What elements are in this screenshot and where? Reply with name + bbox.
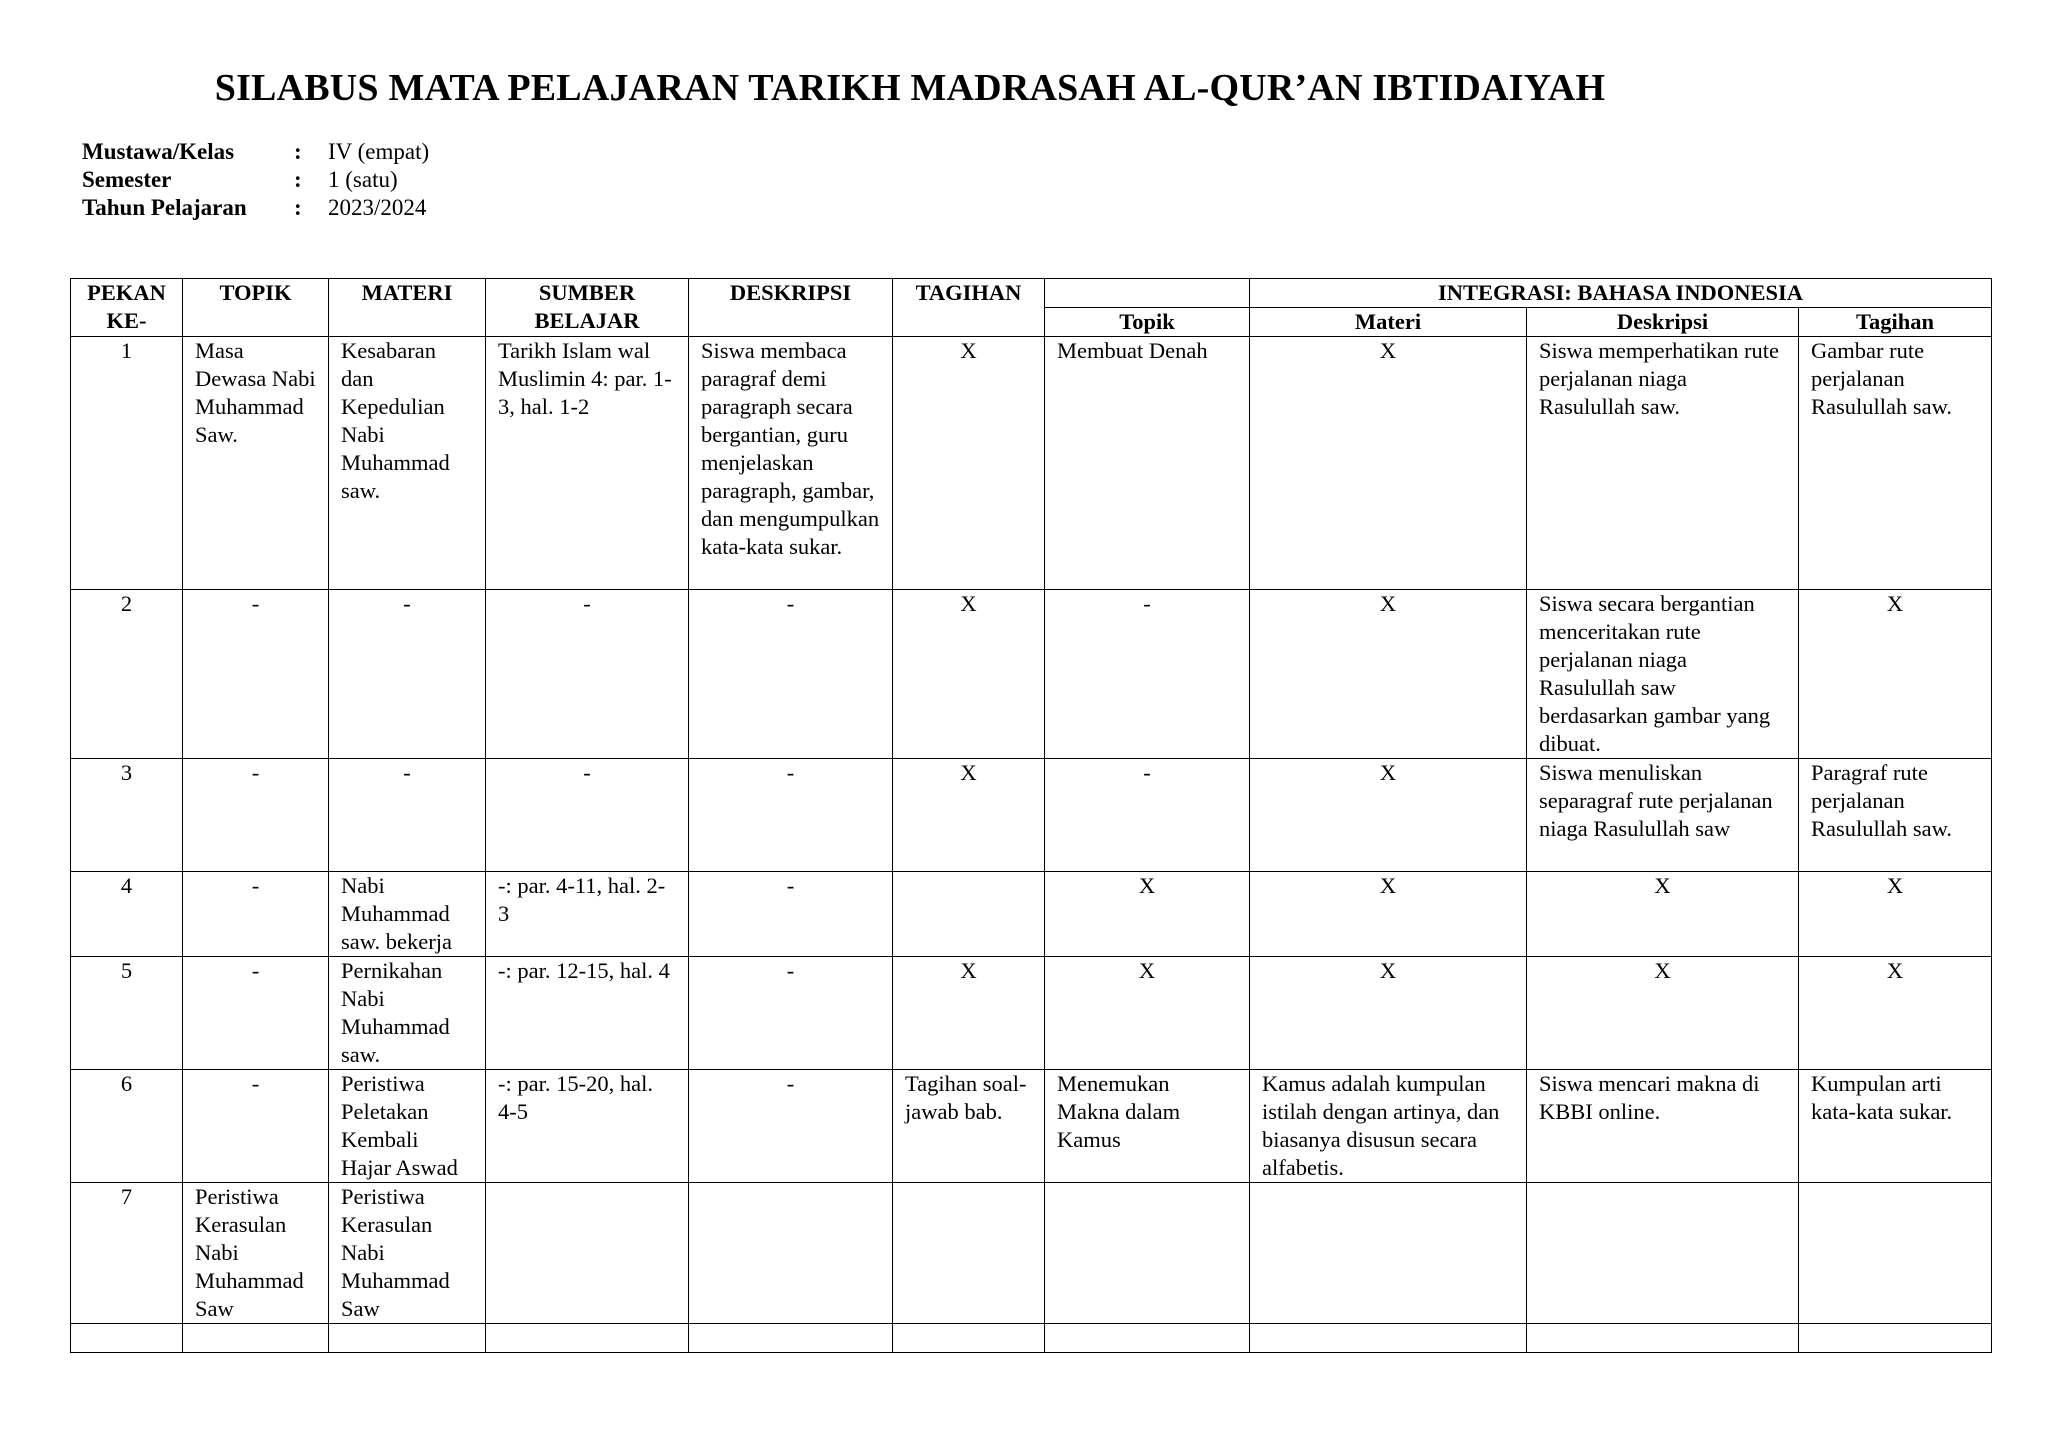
header-sumber-belajar: SUMBER BELAJAR	[486, 279, 689, 337]
meta-label: Semester	[82, 167, 172, 192]
cell-pekan: 6	[71, 1070, 183, 1183]
cell-deskripsi: -	[689, 872, 893, 957]
cell-integrasi-tagihan: Gambar rute perjalanan Rasulullah saw.	[1799, 337, 1992, 590]
cell-topik: -	[183, 590, 329, 759]
cell-integrasi-deskripsi: X	[1527, 957, 1799, 1070]
cell-deskripsi: -	[689, 759, 893, 872]
cell-integrasi-tagihan: Paragraf rute perjalanan Rasulullah saw.	[1799, 759, 1992, 872]
cell-deskripsi: -	[689, 1070, 893, 1183]
cell-integrasi-deskripsi: Siswa mencari makna di KBBI online.	[1527, 1070, 1799, 1183]
cell-pekan: 4	[71, 872, 183, 957]
cell-deskripsi	[689, 1183, 893, 1324]
cell-integrasi-materi: Kamus adalah kumpulan istilah dengan artinya, dan biasanya disusun secara alfabetis.	[1250, 1070, 1527, 1183]
cell-topik	[183, 1324, 329, 1353]
header-deskripsi: DESKRIPSI	[689, 279, 893, 337]
meta-row-semester	[82, 166, 429, 194]
subheader-deskripsi: Deskripsi	[1527, 308, 1799, 337]
cell-materi: Pernikahan Nabi Muhammad saw.	[329, 957, 486, 1070]
syllabus-meta	[82, 138, 429, 222]
cell-integrasi-topik: X	[1045, 957, 1250, 1070]
cell-tagihan	[893, 1183, 1045, 1324]
cell-materi: -	[329, 590, 486, 759]
cell-integrasi-topik	[1045, 1183, 1250, 1324]
meta-label: Tahun Pelajaran	[82, 195, 247, 220]
cell-integrasi-materi: X	[1250, 337, 1527, 590]
meta-row-year	[82, 194, 429, 222]
cell-sumber: -: par. 12-15, hal. 4	[486, 957, 689, 1070]
cell-integrasi-materi: X	[1250, 957, 1527, 1070]
header-row	[71, 279, 1992, 308]
cell-integrasi-deskripsi: X	[1527, 872, 1799, 957]
meta-row-class	[82, 138, 429, 166]
meta-label: Mustawa/Kelas	[82, 139, 235, 164]
table-row	[71, 957, 1992, 1070]
cell-integrasi-topik: -	[1045, 590, 1250, 759]
cell-deskripsi: -	[689, 957, 893, 1070]
meta-separator: :	[294, 167, 302, 192]
cell-integrasi-materi: X	[1250, 590, 1527, 759]
cell-tagihan: Tagihan soal-jawab bab.	[893, 1070, 1045, 1183]
cell-materi: Nabi Muhammad saw. bekerja	[329, 872, 486, 957]
subheader-tagihan: Tagihan	[1799, 308, 1992, 337]
cell-topik: Masa Dewasa Nabi Muhammad Saw.	[183, 337, 329, 590]
cell-integrasi-materi: X	[1250, 759, 1527, 872]
cell-tagihan: X	[893, 957, 1045, 1070]
header-pekan: PEKAN KE-	[71, 279, 183, 337]
cell-sumber	[486, 1324, 689, 1353]
cell-pekan: 7	[71, 1183, 183, 1324]
cell-integrasi-topik: X	[1045, 872, 1250, 957]
meta-value: 1 (satu)	[328, 167, 398, 192]
page-title: SILABUS MATA PELAJARAN TARIKH MADRASAH AL-QUR’AN IBTIDAIYAH	[214, 67, 1606, 109]
cell-tagihan: X	[893, 759, 1045, 872]
cell-sumber: -: par. 15-20, hal. 4-5	[486, 1070, 689, 1183]
cell-sumber: -	[486, 590, 689, 759]
table-row	[71, 1183, 1992, 1324]
cell-integrasi-topik: Menemukan Makna dalam Kamus	[1045, 1070, 1250, 1183]
meta-separator: :	[294, 195, 302, 220]
cell-tagihan	[893, 1324, 1045, 1353]
syllabus-table	[70, 278, 1992, 1353]
cell-pekan: 1	[71, 337, 183, 590]
cell-topik: -	[183, 759, 329, 872]
header-blank	[1045, 279, 1250, 308]
cell-pekan: 5	[71, 957, 183, 1070]
cell-sumber	[486, 1183, 689, 1324]
cell-integrasi-materi	[1250, 1183, 1527, 1324]
cell-deskripsi: -	[689, 590, 893, 759]
cell-integrasi-deskripsi: Siswa menuliskan separagraf rute perjalanan niaga Rasulullah saw	[1527, 759, 1799, 872]
header-materi: MATERI	[329, 279, 486, 337]
cell-topik: Peristiwa Kerasulan Nabi Muhammad Saw	[183, 1183, 329, 1324]
cell-deskripsi: Siswa membaca paragraf demi paragraph secara bergantian, guru menjelaskan paragraph, gambar, dan mengumpulkan kata-kata sukar.	[689, 337, 893, 590]
cell-integrasi-tagihan: X	[1799, 590, 1992, 759]
cell-integrasi-topik: Membuat Denah	[1045, 337, 1250, 590]
meta-value: IV (empat)	[328, 139, 430, 164]
cell-tagihan: X	[893, 590, 1045, 759]
table-row	[71, 337, 1992, 590]
cell-materi: Peristiwa Peletakan Kembali Hajar Aswad	[329, 1070, 486, 1183]
cell-deskripsi	[689, 1324, 893, 1353]
cell-pekan	[71, 1324, 183, 1353]
cell-integrasi-materi: X	[1250, 872, 1527, 957]
cell-integrasi-deskripsi	[1527, 1183, 1799, 1324]
cell-integrasi-deskripsi: Siswa secara bergantian menceritakan rute perjalanan niaga Rasulullah saw berdasarkan gambar yang dibuat.	[1527, 590, 1799, 759]
meta-separator: :	[294, 139, 302, 164]
cell-topik: -	[183, 957, 329, 1070]
cell-integrasi-deskripsi	[1527, 1324, 1799, 1353]
cell-materi: -	[329, 759, 486, 872]
subheader-topik: Topik	[1045, 308, 1250, 337]
cell-pekan: 3	[71, 759, 183, 872]
cell-sumber: -	[486, 759, 689, 872]
cell-materi	[329, 1324, 486, 1353]
meta-value: 2023/2024	[328, 195, 427, 220]
cell-topik: -	[183, 1070, 329, 1183]
cell-integrasi-tagihan	[1799, 1183, 1992, 1324]
cell-tagihan: X	[893, 337, 1045, 590]
cell-integrasi-tagihan	[1799, 1324, 1992, 1353]
cell-sumber: -: par. 4-11, hal. 2-3	[486, 872, 689, 957]
table-row	[71, 1324, 1992, 1353]
cell-integrasi-tagihan: Kumpulan arti kata-kata sukar.	[1799, 1070, 1992, 1183]
cell-integrasi-topik: -	[1045, 759, 1250, 872]
header-integrasi: INTEGRASI: BAHASA INDONESIA	[1250, 279, 1992, 308]
cell-tagihan	[893, 872, 1045, 957]
cell-pekan: 2	[71, 590, 183, 759]
cell-integrasi-materi	[1250, 1324, 1527, 1353]
cell-integrasi-deskripsi: Siswa memperhatikan rute perjalanan niaga Rasulullah saw.	[1527, 337, 1799, 590]
cell-integrasi-tagihan: X	[1799, 957, 1992, 1070]
table-row	[71, 590, 1992, 759]
cell-topik: -	[183, 872, 329, 957]
table-row	[71, 872, 1992, 957]
header-tagihan: TAGIHAN	[893, 279, 1045, 337]
cell-materi: Kesabaran dan Kepedulian Nabi Muhammad saw.	[329, 337, 486, 590]
cell-materi: Peristiwa Kerasulan Nabi Muhammad Saw	[329, 1183, 486, 1324]
cell-sumber: Tarikh Islam wal Muslimin 4: par. 1-3, hal. 1-2	[486, 337, 689, 590]
header-topik: TOPIK	[183, 279, 329, 337]
table-row	[71, 1070, 1992, 1183]
table-row	[71, 759, 1992, 872]
cell-integrasi-tagihan: X	[1799, 872, 1992, 957]
cell-integrasi-topik	[1045, 1324, 1250, 1353]
subheader-materi: Materi	[1250, 308, 1527, 337]
